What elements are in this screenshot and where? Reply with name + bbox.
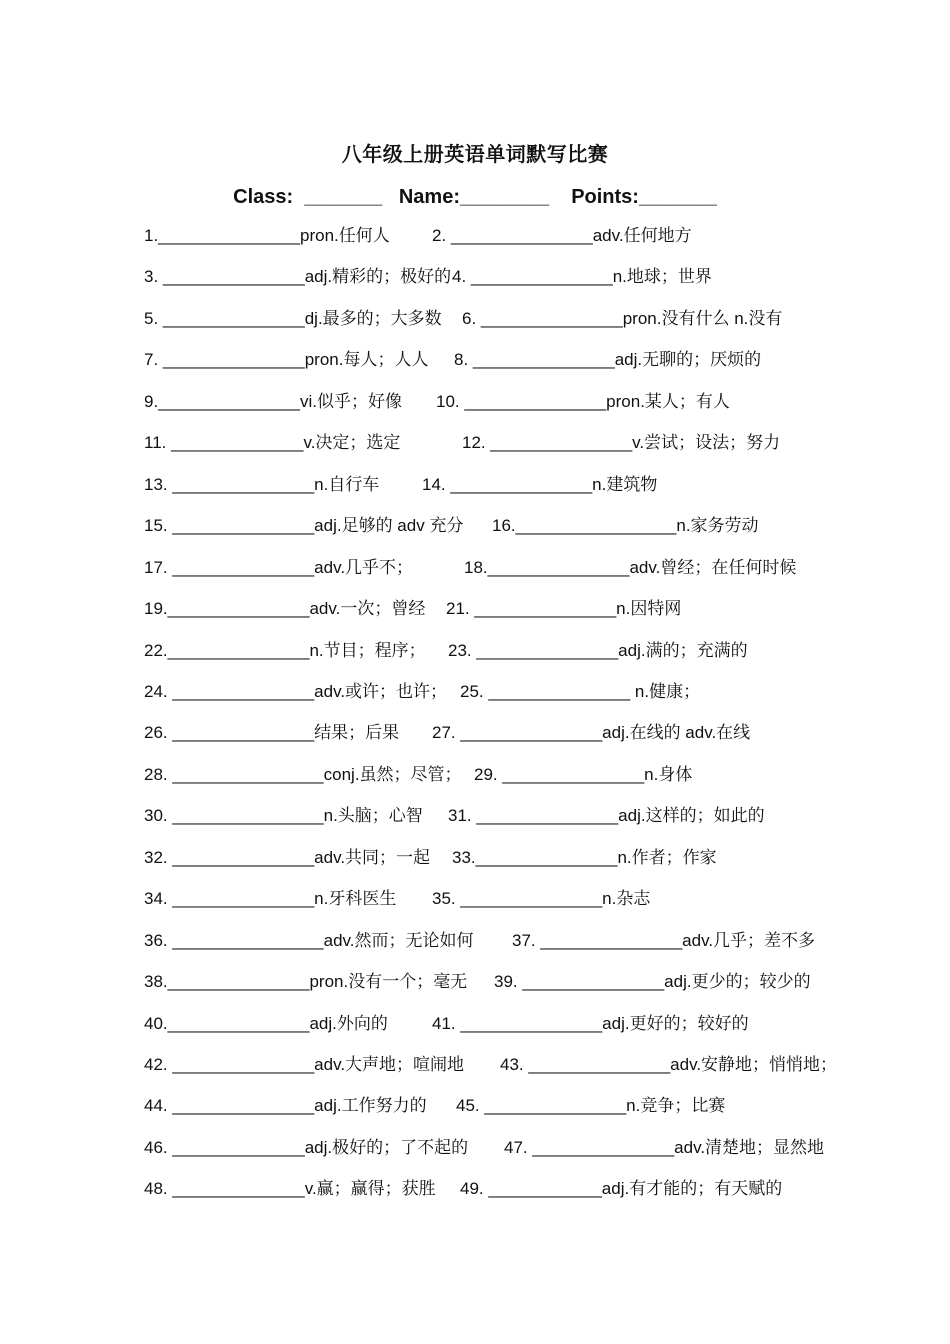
vocab-item-left: 17. _______________adv.几乎不； (144, 557, 414, 577)
vocab-item-left: 7. _______________pron.每人；人人 (144, 350, 429, 370)
vocab-item-left: 1._______________pron.任何人 (144, 226, 390, 245)
vocab-row (144, 969, 811, 995)
vocab-row (144, 1052, 838, 1078)
vocab-item-left: 9._______________vi.似乎；好像 (144, 391, 402, 411)
vocab-item-right: 47. _______________adv.清楚地；显然地 (504, 1137, 825, 1157)
vocab-item-right: 4. _______________n.地球；世界 (452, 267, 712, 287)
vocab-item-right: 8. _______________adj.无聊的；厌烦的 (454, 350, 762, 370)
vocab-item-right: 23. _______________adj.满的；充满的 (448, 640, 748, 660)
vocab-item-left: 36. ________________adv.然而；无论如何 (144, 930, 474, 950)
vocab-row (144, 845, 717, 871)
vocab-row (144, 720, 751, 746)
vocab-item-left: 22._______________n.节目；程序； (144, 640, 426, 660)
vocab-item-left: 15. _______________adj.足够的 adv 充分 (144, 516, 464, 536)
vocab-item-left: 13. _______________n.自行车 (144, 474, 380, 494)
vocab-item-right: 14. _______________n.建筑物 (422, 474, 658, 494)
vocab-row (144, 1093, 726, 1119)
vocab-row (144, 347, 762, 373)
vocab-row (144, 513, 759, 539)
vocab-item-right: 18._______________adv.曾经；在任何时候 (464, 557, 797, 577)
vocab-row (144, 1011, 749, 1037)
vocab-item-right: 35. _______________n.杂志 (432, 889, 651, 909)
vocab-item-left: 24. _______________adv.或许；也许； (144, 681, 448, 701)
vocab-row (144, 1135, 825, 1161)
vocab-row (144, 886, 651, 912)
vocab-item-left: 32. _______________adv.共同；一起 (144, 847, 431, 867)
vocab-item-left: 5. _______________dj.最多的；大多数 (144, 308, 442, 328)
vocab-item-right: 37. _______________adv.几乎；差不多 (512, 930, 816, 950)
vocab-row (144, 555, 797, 581)
vocab-item-right: 33._______________n.作者；作家 (452, 847, 717, 867)
vocab-row (144, 596, 682, 622)
vocab-item-right: 21. _______________n.因特网 (446, 599, 682, 619)
vocab-item-left: 38._______________pron.没有一个；毫无 (144, 972, 468, 992)
vocab-item-right: 16._________________n.家务劳动 (492, 516, 759, 536)
vocab-row (144, 472, 658, 498)
vocab-row (144, 638, 748, 664)
vocab-item-right: 45. _______________n.竞争；比赛 (456, 1096, 726, 1116)
vocab-item-left: 42. _______________adv.大声地；喧闹地 (144, 1055, 465, 1074)
vocab-row (144, 306, 783, 332)
vocab-item-left: 46. ______________adj.极好的；了不起的 (144, 1137, 469, 1157)
vocab-item-left: 44. _______________adj.工作努力的 (144, 1096, 427, 1116)
vocab-item-left: 28. ________________conj.虽然；尽管； (144, 764, 462, 784)
vocab-item-left: 19._______________adv.一次；曾经 (144, 599, 426, 619)
vocab-item-right: 29. _______________n.身体 (474, 764, 693, 784)
vocab-item-right: 31. _______________adj.这样的；如此的 (448, 806, 765, 826)
vocab-row (144, 264, 712, 290)
vocab-row (144, 389, 730, 415)
page-title: 八年级上册英语单词默写比赛 (341, 144, 609, 166)
vocab-item-left: 40._______________adj.外向的 (144, 1013, 388, 1033)
vocab-item-right: 39. _______________adj.更少的；较少的 (494, 972, 811, 992)
vocab-row (144, 223, 692, 249)
vocab-item-right: 10. _______________pron.某人；有人 (436, 391, 730, 411)
vocab-item-right: 6. _______________pron.没有什么 n.没有 (462, 308, 783, 328)
vocab-row (144, 803, 765, 829)
vocab-item-right: 27. _______________adj.在线的 adv.在线 (432, 723, 751, 743)
vocab-row (144, 928, 816, 954)
vocab-item-left: 34. _______________n.牙科医生 (144, 889, 397, 909)
vocab-item-left: 26. _______________结果；后果 (144, 723, 400, 743)
vocab-item-left: 11. ______________v.决定；选定 (144, 433, 401, 453)
vocab-item-left: 30. ________________n.头脑；心智 (144, 806, 423, 826)
vocab-row (144, 679, 701, 705)
vocab-item-right: 49. ____________adj.有才能的；有天赋的 (460, 1179, 783, 1199)
vocab-item-right: 25. _______________ n.健康； (460, 681, 701, 701)
vocab-item-right: 12. _______________v.尝试；设法；努力 (462, 433, 781, 453)
vocab-item-left: 48. ______________v.赢；赢得；获胜 (144, 1179, 436, 1199)
header-fields: Class: _______ Name:________ Points:_______ (233, 186, 717, 208)
vocab-item-left: 3. _______________adj.精彩的；极好的 (144, 267, 452, 287)
vocab-row (144, 430, 781, 456)
vocab-item-right: 2. _______________adv.任何地方 (432, 226, 692, 245)
vocab-row (144, 762, 693, 788)
vocab-row (144, 1176, 783, 1202)
vocab-item-right: 43. _______________adv.安静地；悄悄地； (500, 1055, 838, 1074)
vocab-item-right: 41. _______________adj.更好的；较好的 (432, 1013, 749, 1033)
